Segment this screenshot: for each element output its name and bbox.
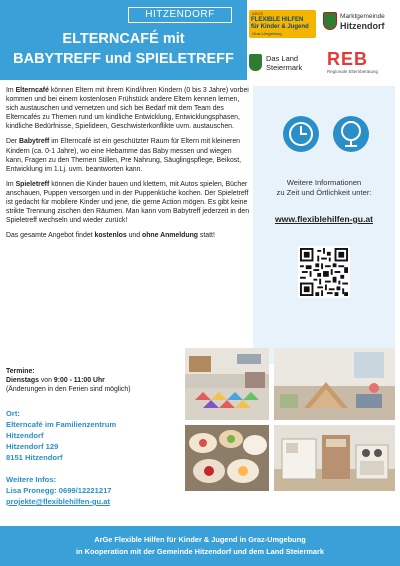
contact-email-link[interactable]: projekte@flexiblehilfen-gu.at: [6, 497, 111, 506]
termine-time-pre: von: [38, 377, 54, 385]
website-link[interactable]: www.flexiblehilfen-gu.at: [274, 214, 374, 224]
panther-icon: [249, 54, 262, 71]
photo-play-kitchen: [274, 425, 395, 491]
weitere-label: Weitere Infos:: [6, 475, 57, 484]
intro-paragraph: [6, 86, 250, 131]
spiel-rest: können die Kinder bauen und klettern, mit Autos spielen, Bücher anschauen, Puppen versorgen und in der Puppenküche kochen. Der Spieletreff ist gedacht für mobilere Kinder und jene, die gerne Action mögen. Es gibt keine strikte Trennung zischen den Räumen. Man kann vom Babytreff jederzeit in den Spieletreff wechseln und wieder zurück!: [6, 180, 250, 225]
marktgemeinde-logo: [323, 12, 395, 38]
photo-playroom-mat: [185, 348, 269, 420]
angebot-pre: Das gesamte Angebot findet: [6, 232, 95, 240]
fh-arge-text: ARGE: [252, 11, 264, 16]
info-box: [253, 86, 395, 364]
ort-line-4: 8151 Hitzendorf: [6, 453, 63, 462]
babytreff-paragraph: [6, 137, 250, 173]
ort-block: [6, 408, 184, 463]
title-line-2: BABYTREFF und SPIELETREFF: [13, 51, 234, 67]
header-band: [0, 0, 247, 80]
page-title: [0, 29, 247, 69]
angebot-bold-1: kostenlos: [94, 232, 127, 240]
ort-line-3: Hitzendorf 129: [6, 442, 59, 451]
qr-code-graphic: [300, 248, 348, 296]
fh-region: Graz-Umgebung: [252, 31, 282, 36]
clock-icon: [283, 116, 319, 152]
reb-big: REB: [327, 49, 369, 69]
globe-icon: [333, 116, 369, 152]
angebot-paragraph: [6, 231, 250, 240]
ort-line-2: Hitzendorf: [6, 431, 44, 440]
ort-line-1: Elterncafé im Familienzentrum: [6, 420, 117, 429]
baby-rest: im Elterncafé ist ein geschützter Raum für Eltern mit kleineren Kindern (ca. 0-1 Jahre), wo eine Hebamme das Baby messen und wiegen kann, Fragen zu den Themen Stillen, Pre Nahrung, Säuglingspflege, Beikost, Entwicklung im 1.Lj. uvm. beantworten kann.: [6, 138, 242, 173]
spieletreff-paragraph: [6, 180, 250, 225]
fh-name-line-2: für Kinder & Jugend: [251, 24, 309, 30]
angebot-post: statt!: [198, 232, 215, 240]
ort-label: Ort:: [6, 409, 20, 418]
reb-small: Regionale Elternberatung: [327, 69, 379, 74]
crest-icon: [323, 12, 337, 30]
partner-logos: [249, 4, 397, 80]
st-line-1: Das Land: [266, 54, 299, 63]
spiel-pre: Im: [6, 180, 16, 188]
description-column: [6, 86, 250, 246]
baby-bold: Babytreff: [19, 138, 50, 146]
footer-line-1: ArGe Flexible Hilfen für Kinder & Jugend in Graz-Umgebung: [94, 535, 306, 544]
angebot-bold-2: ohne Anmeldung: [142, 232, 199, 240]
termine-label: Termine:: [6, 368, 35, 375]
termine-block: [6, 367, 184, 394]
info-text-line-1: Weitere Informationen: [286, 178, 362, 187]
angebot-mid: und: [126, 232, 142, 240]
st-line-2: Steiermark: [266, 63, 303, 72]
termine-hours: 9:00 - 11:00 Uhr: [53, 377, 105, 385]
info-text-line-2: zu Zeit und Örtlichkeit unter:: [276, 188, 372, 197]
photo-climbing-room: [274, 348, 395, 420]
mh-line-2: Hitzendorf: [340, 21, 385, 31]
photo-breakfast-table: [185, 425, 269, 491]
termine-day: Dienstags: [6, 377, 39, 385]
termine-time: [6, 376, 184, 385]
town-label: HITZENDORF: [128, 7, 232, 23]
title-line-1: ELTERNCAFÉ mit: [62, 31, 185, 47]
contact-phone: Lisa Pronegg: 0699/12221217: [6, 486, 112, 495]
mh-line-1: Marktgemeinde: [340, 13, 385, 20]
info-text: [253, 178, 395, 198]
land-steiermark-logo: [249, 52, 315, 76]
fh-name: [251, 17, 309, 31]
footer-line-2: in Kooperation mit der Gemeinde Hitzendorf und dem Land Steiermark: [75, 547, 325, 556]
baby-pre: Der: [6, 138, 20, 146]
info-icons: [253, 116, 395, 166]
footer-text: [0, 534, 400, 558]
flexible-hilfen-logo: [249, 10, 316, 38]
termine-note: (Änderungen in den Ferien sind möglich): [6, 386, 131, 394]
intro-rest: können Eltern mit ihrem Kind/ihren Kindern (0 bis 3 Jahre) vorbei kommen und bei einem kostenlosen Frühstück andere Eltern kennen lernen, sich austauschen und vernetzen und sich bei Bedarf mit dem Team des Elterncafés zu Themen rund um kindliche Entwicklung, Entwicklungsphasen, kindliche Bedürfnisse, Spielideen, Geschwisterkonflikte uvm. austauschen.: [6, 87, 249, 131]
spiel-bold: Spieletreff: [15, 180, 50, 188]
intro-pre: Im: [6, 87, 16, 94]
weitere-infos-block: [6, 474, 184, 507]
reb-logo: [327, 49, 395, 77]
fh-name-line-1: FLEXIBLE HILFEN: [251, 17, 304, 23]
qr-code[interactable]: [298, 246, 350, 298]
intro-bold: Elterncafé: [15, 87, 49, 94]
